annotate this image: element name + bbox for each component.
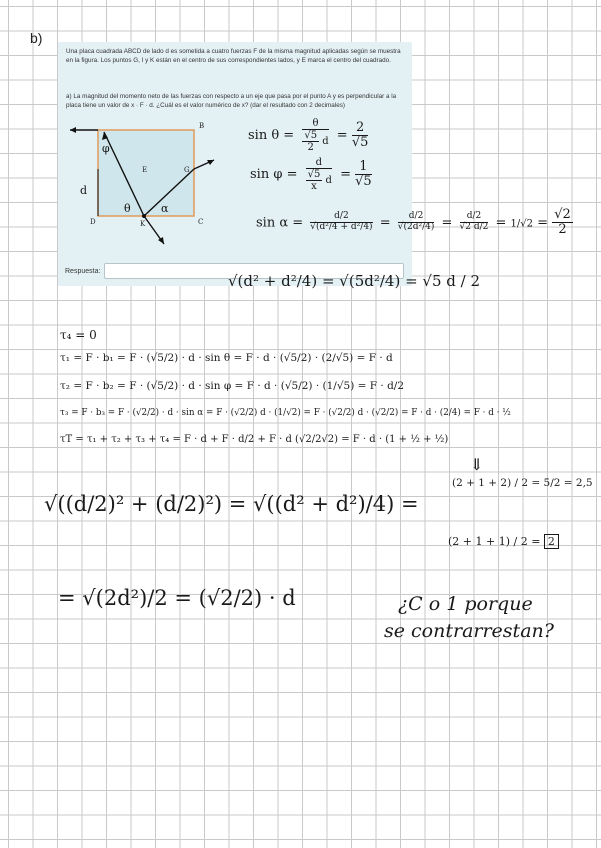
- figure-point-label: C: [198, 218, 204, 226]
- diagonal-length-eq: √(d² + d²/4) = √(5d²/4) = √5 d / 2: [228, 272, 481, 290]
- tau-total-line: τT = τ₁ + τ₂ + τ₃ + τ₄ = F · d + F · d/2 + F · d (√2/2√2) = F · d · (1 + ½ + ½): [60, 434, 449, 445]
- part-label: b): [30, 30, 43, 46]
- point-k: [142, 214, 146, 218]
- boxed-result: 2: [544, 534, 559, 549]
- calc-two: (2 + 1 + 1) / 2 = 2: [448, 535, 559, 548]
- down-arrow: ⇓: [470, 455, 484, 474]
- sin-theta-eq: sin θ = θ $\frac{√5}{2}$ d = $\frac{2}{√5}$: [248, 118, 369, 153]
- figure-point-label: B: [199, 122, 205, 130]
- figure-point-label: D: [90, 218, 96, 226]
- sin-phi-eq: sin φ = d $\frac{√5}{x}$ d = $\frac{1}{√5}$: [250, 157, 372, 192]
- arrowhead: [70, 127, 76, 133]
- note-line-1: ¿C o 1 porque: [398, 593, 533, 615]
- figure-annotation: d: [80, 184, 88, 197]
- problem-question: a) La magnitud del momento neto de las fuerzas con respecto a un eje que pasa por el punto A y es perpendicular a la placa tiene un valor de x · F · d. ¿Cuál es el valor numérico de x? (dar el resultado con 2 decimales): [66, 93, 397, 109]
- note-line-2: se contrarrestan?: [384, 620, 554, 642]
- figure-annotation: θ: [124, 202, 131, 215]
- tau4-line: τ₄ = 0: [60, 328, 97, 342]
- figure-point-label: K: [140, 220, 146, 228]
- tau1-line: τ₁ = F · b₁ = F · (√5/2) · d · sin θ = F · d · (√5/2) · (2/√5) = F · d: [60, 352, 393, 364]
- tau2-line: τ₂ = F · b₂ = F · (√5/2) · d · sin φ = F · d · (√5/2) · (1/√5) = F · d/2: [60, 380, 405, 392]
- problem-intro: Una placa cuadrada ABCD de lado d es sometida a cuatro fuerzas F de la misma magnitud aplicadas según se muestra en la figura. Los puntos G, I y K están en el centro de sus correspondientes lados, y E marca el centro del cuadrado.: [66, 48, 401, 64]
- sin-alpha-eq: sin α = $\frac{d/2}{\text{√(d²/4 + d²/4)}}$ = $\frac{d/2}{\text{√(2d²/4)}}$ = $\frac{d/2}{√2 d/2}$ = 1/√2 = $\frac{√2}{2}$: [256, 207, 571, 238]
- figure-point-label: E: [142, 166, 148, 174]
- half-diagonal-eq: √((d/2)² + (d/2)²) = √((d² + d²)/4) =: [44, 492, 419, 516]
- calc-one: (2 + 1 + 2) / 2 = 5/2 = 2,5: [452, 477, 593, 489]
- tau3-line: τ₃ = F · b₃ = F · (√2/2) · d · sin α = F · (√2/2) d · (1/√2) = F · (√2/2) d · (√2/2) = F · d · (2/4) = F · d · ½: [60, 408, 511, 418]
- plate-figure: [64, 114, 232, 252]
- figure-annotation: φ: [102, 142, 110, 155]
- answer-label: Respuesta:: [65, 268, 101, 275]
- half-diagonal-result: = √(2d²)/2 = (√2/2) · d: [58, 586, 296, 610]
- figure-point-label: G: [184, 166, 190, 174]
- figure-annotation: α: [161, 202, 169, 215]
